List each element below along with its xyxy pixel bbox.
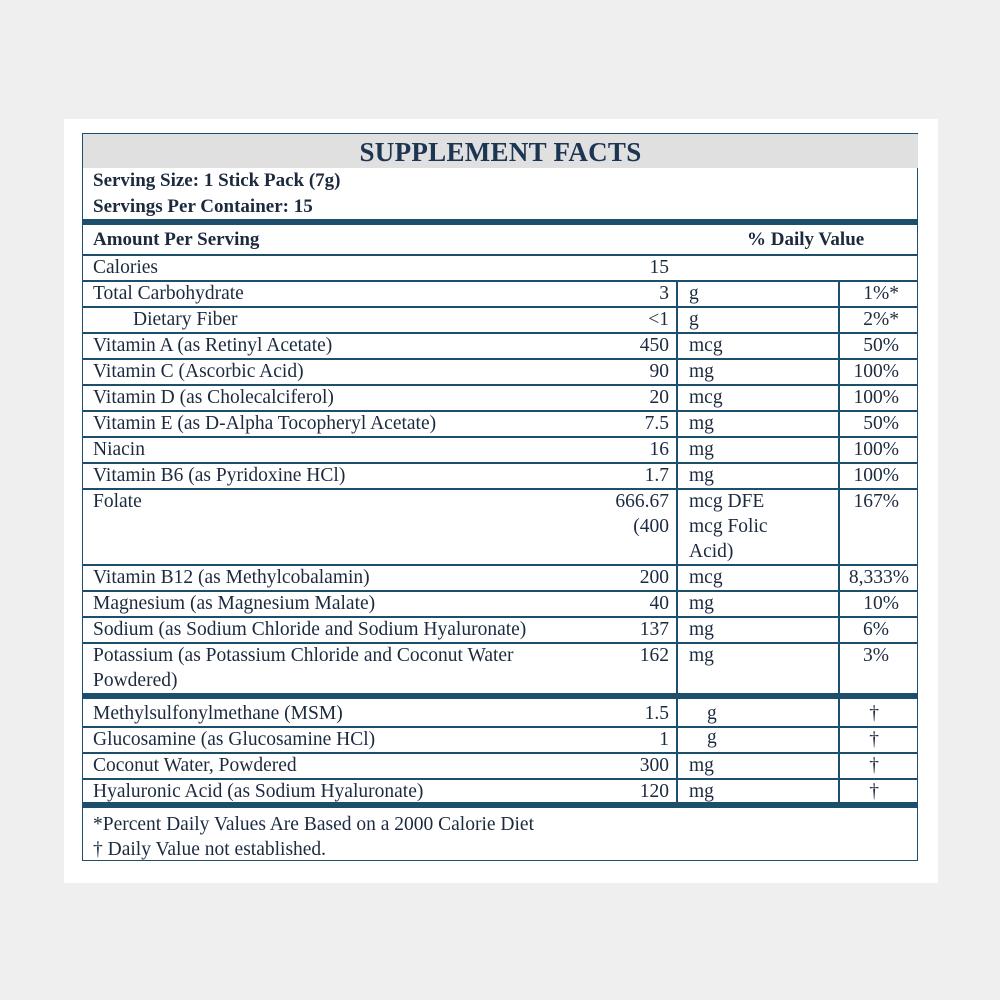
- row-divider: [83, 488, 918, 490]
- nutrient-amount: 666.67: [615, 491, 669, 512]
- nutrient-unit: mg: [689, 619, 714, 640]
- ingredient-unit: g: [707, 727, 717, 748]
- servings-per-container: Servings Per Container: 15: [93, 196, 313, 217]
- ingredient-amount: 120: [639, 781, 669, 802]
- ingredient-unit: mg: [689, 781, 714, 802]
- ingredient-name: Glucosamine (as Glucosamine HCl): [93, 729, 376, 750]
- nutrient-name: Niacin: [93, 439, 145, 460]
- supplement-facts-panel: [82, 133, 918, 861]
- nutrient-unit: mg: [689, 465, 714, 486]
- nutrient-amount: 90: [649, 361, 669, 382]
- nutrient-amount: 137: [639, 619, 669, 640]
- ingredient-name: Methylsulfonylmethane (MSM): [93, 703, 343, 724]
- nutrient-dv: 167%: [853, 491, 899, 512]
- nutrient-unit: mg: [689, 645, 714, 666]
- nutrient-name: Vitamin A (as Retinyl Acetate): [93, 335, 333, 356]
- ingredient-name: Coconut Water, Powdered: [93, 755, 297, 776]
- nutrient-name: Vitamin C (Ascorbic Acid): [93, 361, 304, 382]
- nutrient-name: Folate: [93, 491, 142, 512]
- column-divider: [838, 699, 840, 803]
- nutrient-name: Vitamin B6 (as Pyridoxine HCl): [93, 465, 346, 486]
- nutrient-dv: 2%*: [863, 309, 899, 330]
- ingredient-dv: †: [869, 755, 879, 776]
- nutrient-amount: 162: [639, 645, 669, 666]
- nutrient-dv: 8,333%: [848, 567, 909, 588]
- nutrient-name: Calories: [93, 257, 158, 278]
- daily-value-header: % Daily Value: [747, 229, 865, 250]
- nutrient-dv: 10%: [863, 593, 899, 614]
- panel-title: SUPPLEMENT FACTS: [83, 134, 918, 168]
- ingredient-amount: 300: [639, 755, 669, 776]
- nutrient-name: Magnesium (as Magnesium Malate): [93, 593, 376, 614]
- nutrient-unit: mcg: [689, 335, 723, 356]
- nutrient-unit-line3: Acid): [689, 541, 734, 562]
- ingredient-unit: mg: [689, 755, 714, 776]
- row-divider: [83, 436, 918, 438]
- nutrient-name: Total Carbohydrate: [93, 283, 244, 304]
- nutrient-dv: 3%: [863, 645, 889, 666]
- nutrient-unit: mg: [689, 593, 714, 614]
- ingredient-dv: †: [869, 703, 879, 724]
- nutrient-unit: mg: [689, 439, 714, 460]
- footnote-not-established: † Daily Value not established.: [93, 839, 327, 860]
- nutrient-amount: 1.7: [644, 465, 669, 486]
- nutrient-dv: 100%: [853, 387, 899, 408]
- nutrient-name: Potassium (as Potassium Chloride and Coconut Water: [93, 645, 514, 666]
- nutrient-dv: 6%: [863, 619, 889, 640]
- nutrient-amount: <1: [648, 309, 669, 330]
- nutrient-amount: 15: [649, 257, 669, 278]
- nutrient-dv: 100%: [853, 465, 899, 486]
- nutrient-amount: 450: [639, 335, 669, 356]
- ingredient-unit: g: [707, 703, 717, 724]
- nutrient-unit-line2: mcg Folic: [689, 516, 768, 537]
- nutrient-dv: 50%: [863, 335, 899, 356]
- nutrient-name-line2: Powdered): [93, 670, 178, 691]
- nutrient-dv: 50%: [863, 413, 899, 434]
- column-divider: [838, 280, 840, 694]
- ingredient-dv: †: [869, 781, 879, 802]
- nutrient-amount: 40: [649, 593, 669, 614]
- nutrient-amount-alt: (400: [633, 516, 669, 537]
- nutrient-unit: mcg DFE: [689, 491, 765, 512]
- footnote-daily-values: *Percent Daily Values Are Based on a 2000 Calorie Diet: [93, 814, 534, 835]
- ingredient-amount: 1.5: [644, 703, 669, 724]
- nutrient-unit: mcg: [689, 387, 723, 408]
- nutrient-amount: 3: [659, 283, 669, 304]
- nutrient-name: Sodium (as Sodium Chloride and Sodium Hyaluronate): [93, 619, 527, 640]
- column-divider: [676, 280, 678, 694]
- thick-divider: [83, 693, 918, 699]
- thick-divider: [83, 802, 918, 808]
- nutrient-unit: mg: [689, 413, 714, 434]
- nutrient-amount: 200: [639, 567, 669, 588]
- nutrient-unit: mcg: [689, 567, 723, 588]
- nutrient-unit: g: [689, 309, 699, 330]
- amount-per-serving-header: Amount Per Serving: [93, 229, 260, 250]
- nutrient-dv: 100%: [853, 439, 899, 460]
- nutrient-unit: mg: [689, 361, 714, 382]
- nutrient-name: Dietary Fiber: [133, 309, 238, 330]
- nutrient-dv: 1%*: [863, 283, 899, 304]
- nutrient-name: Vitamin B12 (as Methylcobalamin): [93, 567, 370, 588]
- nutrient-dv: 100%: [853, 361, 899, 382]
- nutrient-name: Vitamin D (as Cholecalciferol): [93, 387, 334, 408]
- serving-size: Serving Size: 1 Stick Pack (7g): [93, 170, 341, 191]
- nutrient-unit: g: [689, 283, 699, 304]
- row-divider: [83, 254, 918, 256]
- ingredient-dv: †: [869, 729, 879, 750]
- nutrient-amount: 16: [649, 439, 669, 460]
- column-divider: [676, 699, 678, 803]
- nutrient-amount: 20: [649, 387, 669, 408]
- nutrient-amount: 7.5: [644, 413, 669, 434]
- thick-divider: [83, 219, 918, 225]
- nutrient-name: Vitamin E (as D-Alpha Tocopheryl Acetate): [93, 413, 437, 434]
- ingredient-amount: 1: [659, 729, 669, 750]
- ingredient-name: Hyaluronic Acid (as Sodium Hyaluronate): [93, 781, 424, 802]
